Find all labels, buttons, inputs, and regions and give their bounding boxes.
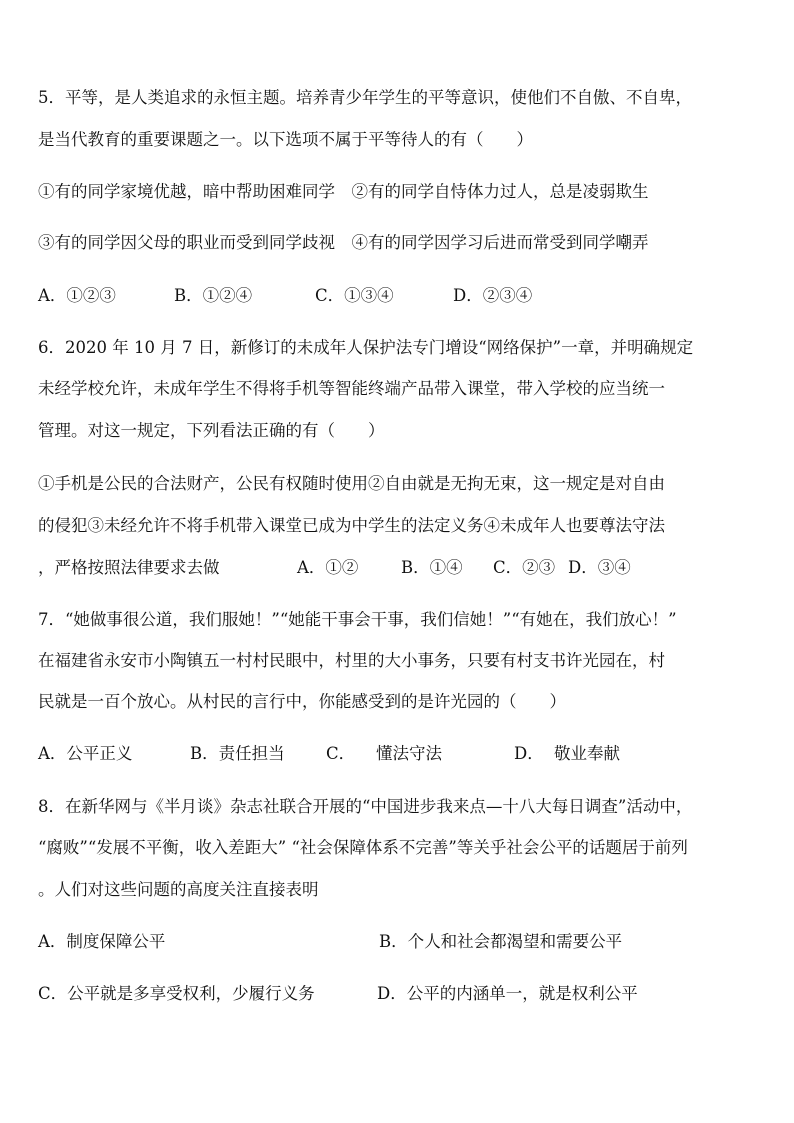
q5-stem-line-2: 是当代教育的重要课题之一。以下选项不属于平等待人的有（ ） (38, 130, 533, 149)
q6-option-c[interactable]: C．②③ (493, 558, 556, 577)
q6-statements-line-1: ①手机是公民的合法财产，公民有权随时使用②自由就是无拘无束，这一规定是对自由 (38, 474, 665, 493)
q5-stem-line-1: 5．平等，是人类追求的永恒主题。培养青少年学生的平等意识，使他们不自傲、不自卑， (38, 88, 692, 107)
q7-option-a[interactable]: A．公平正义 (38, 744, 133, 763)
q7-option-c-text[interactable]: 懂法守法 (376, 744, 442, 763)
q8-stem-line-2: “腐败”“发展不平衡，收入差距大” “社会保障体系不完善”等关乎社会公平的话题居于前列 (38, 838, 688, 857)
q6-statements-tail: ，严格按照法律要求去做 (38, 558, 220, 577)
q7-option-c-letter[interactable]: C． (326, 744, 356, 763)
q7-stem-line-3: 民就是一百个放心。从村民的言行中，你能感受到的是许光园的（ ） (38, 692, 566, 711)
q6-stem-line-2: 未经学校允许，未成年学生不得将手机等智能终端产品带入课堂，带入学校的应当统一 (38, 379, 665, 398)
q6-stem-line-3: 管理。对这一规定，下列看法正确的有（ ） (38, 421, 385, 440)
q5-option-d[interactable]: D．②③④ (453, 286, 533, 305)
q6-stem-line-1: 6．2020 年 10 月 7 日，新修订的未成年人保护法专门增设“网络保护”一章，并明确规定 (38, 338, 694, 357)
q6-option-a[interactable]: A．①② (297, 558, 359, 577)
q8-option-d[interactable]: D．公平的内涵单一，就是权利公平 (377, 984, 638, 1003)
q6-statements-line-2: 的侵犯③未经允许不将手机带入课堂已成为中学生的法定义务④未成年人也要尊法守法 (38, 516, 665, 535)
q8-stem-line-3: 。人们对这些问题的高度关注直接表明 (38, 880, 319, 899)
q8-stem-line-1: 8．在新华网与《半月谈》杂志社联合开展的“中国进步我来点—十八大每日调查”活动中， (38, 797, 693, 816)
q7-option-b[interactable]: B．责任担当 (190, 744, 285, 763)
q5-option-c[interactable]: C．①③④ (315, 286, 394, 305)
q7-stem-line-2: 在福建省永安市小陶镇五一村村民眼中，村里的大小事务，只要有村支书许光园在，村 (38, 651, 665, 670)
q6-option-b[interactable]: B．①④ (401, 558, 463, 577)
q6-option-d[interactable]: D．③④ (568, 558, 631, 577)
q7-option-d-letter[interactable]: D． (514, 744, 544, 763)
q7-option-d-text[interactable]: 敬业奉献 (554, 744, 620, 763)
q5-option-a[interactable]: A．①②③ (38, 286, 116, 305)
q5-option-b[interactable]: B．①②④ (174, 286, 253, 305)
q7-stem-line-1: 7．“她做事很公道，我们服她！”“她能干事会干事，我们信她！”“有她在，我们放心！” (38, 610, 677, 629)
q5-statements-line-2: ③有的同学因父母的职业而受到同学歧视 ④有的同学因学习后进而常受到同学嘲弄 (38, 233, 649, 252)
q8-option-c[interactable]: C．公平就是多享受权利，少履行义务 (38, 984, 315, 1003)
q8-option-a[interactable]: A．制度保障公平 (38, 932, 166, 951)
q5-statements-line-1: ①有的同学家境优越，暗中帮助困难同学 ②有的同学自恃体力过人，总是凌弱欺生 (38, 182, 649, 201)
q8-option-b[interactable]: B．个人和社会都渴望和需要公平 (379, 932, 623, 951)
